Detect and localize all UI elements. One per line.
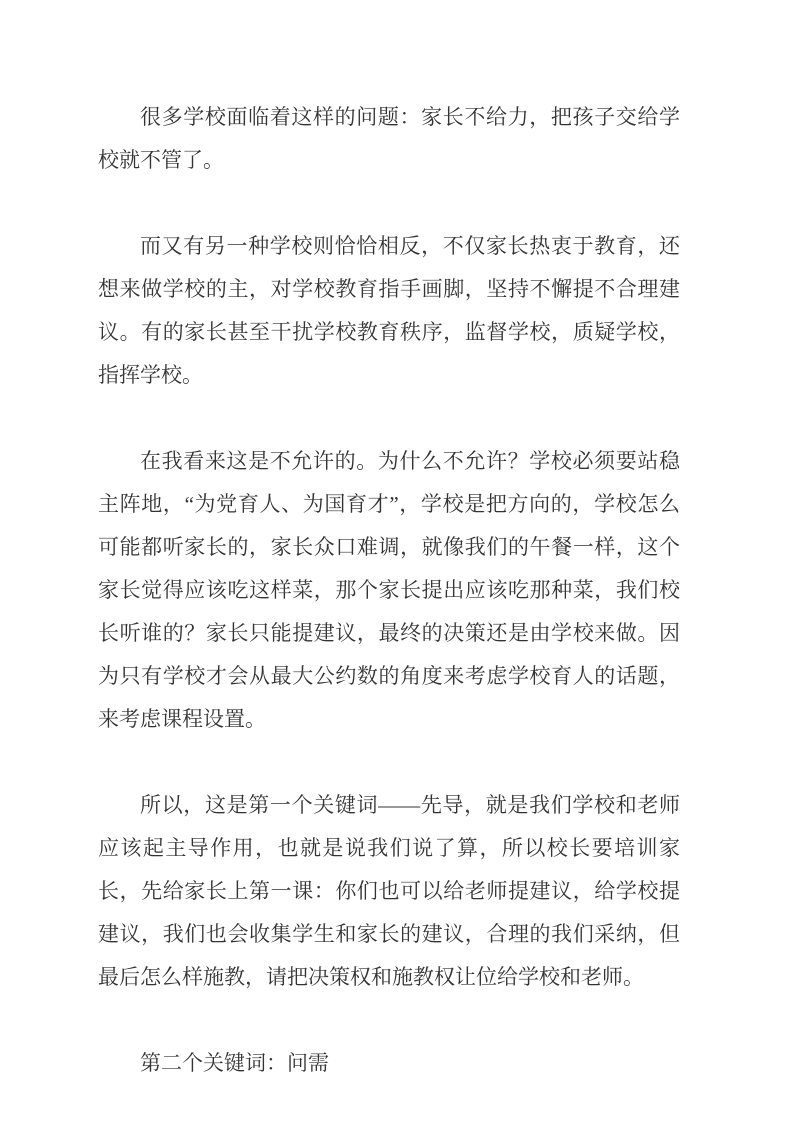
paragraph-5-keyword-heading: 第二个关键词：问需 [140, 1051, 329, 1075]
paragraph-2: 而又有另一种学校则恰恰相反，不仅家长热衷于教育，还想来做学校的主，对学校教育指手画脚，坚持不懈提不合理建议。有的家长甚至干扰学校教育秩序，监督学校，质疑学校，指挥学校。 [98, 234, 680, 387]
document-body-text [98, 96, 680, 1085]
paragraph-3: 在我看来这是不允许的。为什么不允许？学校必须要站稳主阵地，“为党育人、为国育才”，学校是把方向的，学校怎么可能都听家长的，家长众口难调，就像我们的午餐一样，这个家长觉得应该吃这样菜，那个家长提出应该吃那种菜，我们校长听谁的？家长只能提建议，最终的决策还是由学校来做。因为只有学校才会从最大公约数的角度来考虑学校育人的话题，来考虑课程设置。 [98, 449, 680, 731]
paragraph-1: 很多学校面临着这样的问题：家长不给力，把孩子交给学校就不管了。 [98, 105, 680, 172]
paragraph-4: 所以，这是第一个关键词——先导，就是我们学校和老师应该起主导作用，也就是说我们说了算，所以校长要培训家长，先给家长上第一课：你们也可以给老师提建议，给学校提建议，我们也会收集学生和家长的建议，合理的我们采纳，但最后怎么样施教，请把决策权和施教权让位给学校和老师。 [98, 793, 680, 989]
